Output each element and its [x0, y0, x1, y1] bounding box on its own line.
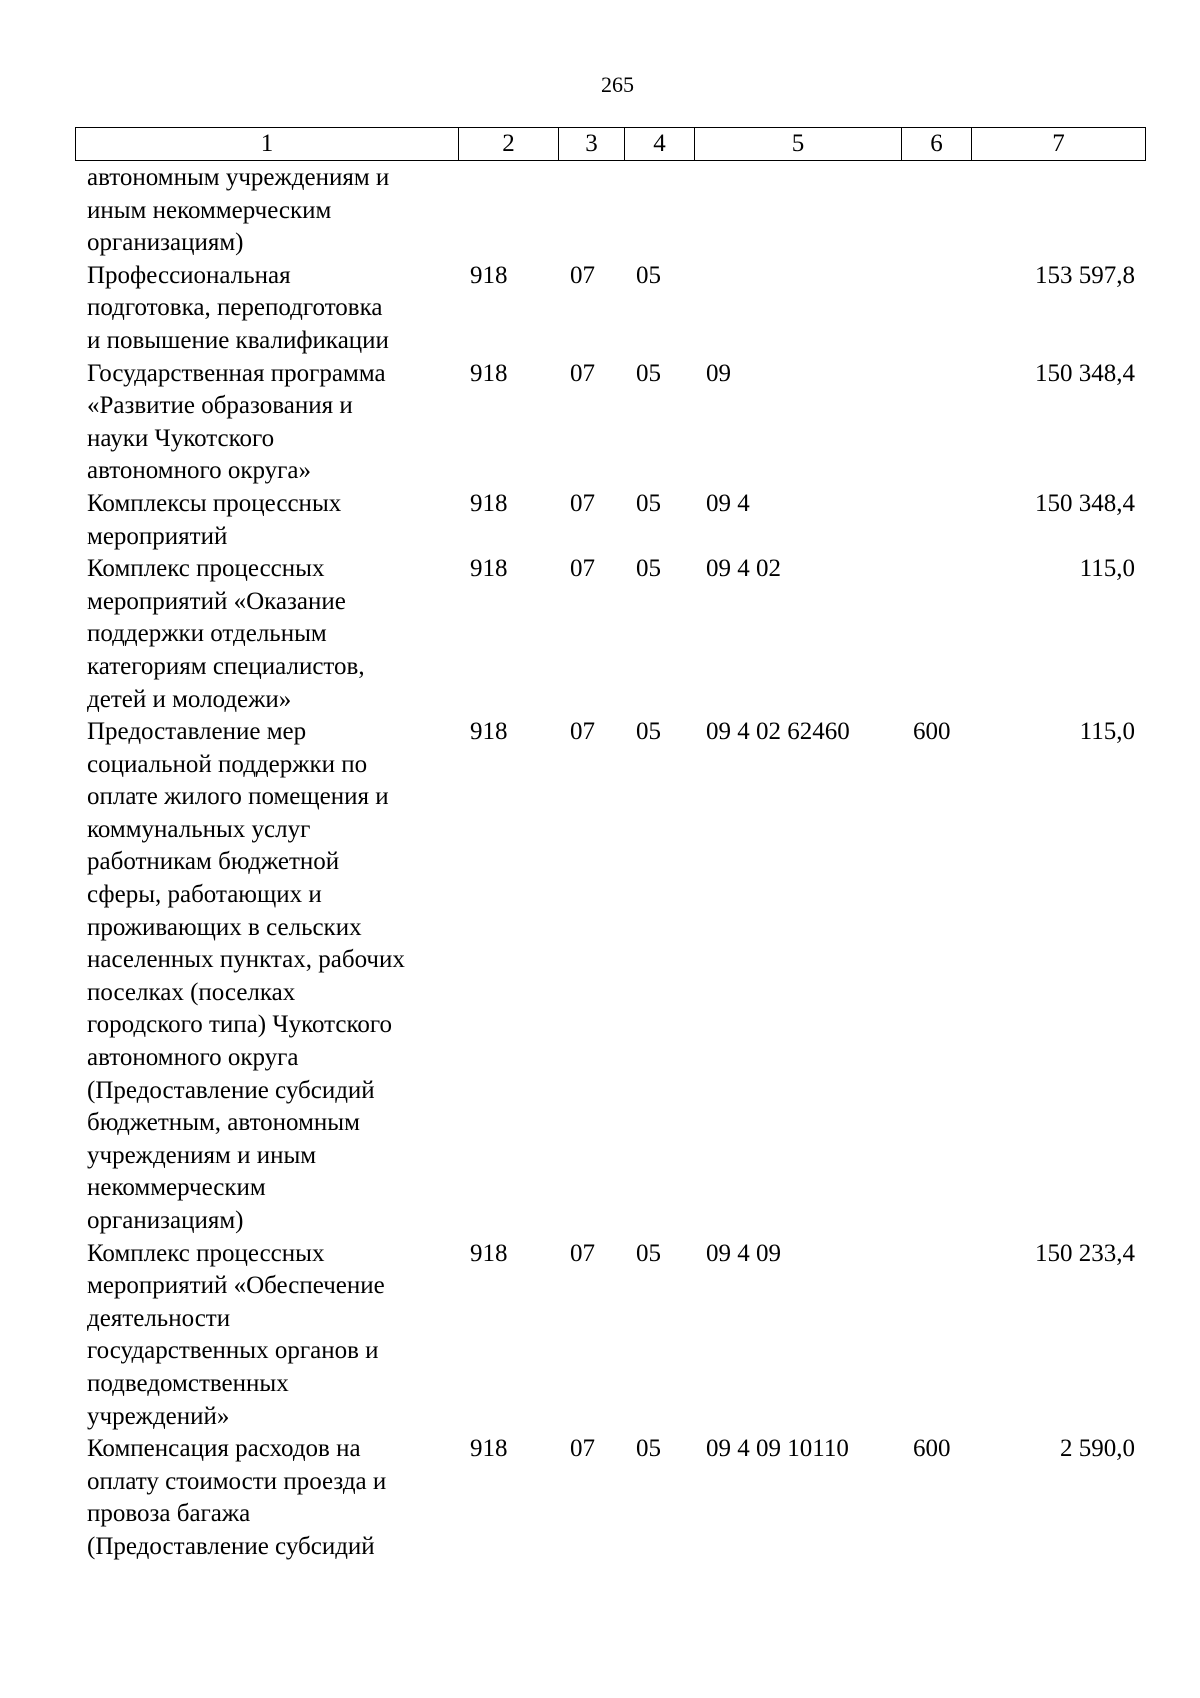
row-col-4: 05 — [636, 1435, 661, 1463]
column-header-3: 3 — [559, 128, 625, 161]
row-col-4: 05 — [636, 261, 661, 289]
row-col-2: 918 — [470, 261, 508, 289]
row-col-2: 918 — [470, 718, 508, 746]
row-col-4: 05 — [636, 489, 661, 517]
row-col-7: 153 597,8 — [1035, 261, 1135, 289]
row-col-7: 150 348,4 — [1035, 489, 1135, 517]
row-name: Компенсация расходов на оплату стоимости проезда и провоза багажа (Предоставление субсидий — [87, 1435, 387, 1560]
row-col-5: 09 4 02 62460 — [706, 718, 850, 746]
row-col-3: 07 — [570, 555, 595, 583]
table-row — [75, 488, 1145, 553]
column-header-4: 4 — [625, 128, 695, 161]
row-col-5 — [694, 162, 901, 260]
row-col-2 — [458, 162, 558, 260]
row-col-6 — [901, 1238, 971, 1434]
row-col-4: 05 — [636, 718, 661, 746]
row-col-3: 07 — [570, 718, 595, 746]
row-col-4 — [624, 162, 694, 260]
row-col-7: 115,0 — [1079, 555, 1135, 583]
row-name: Комплекс процессных мероприятий «Обеспечение деятельности государственных органов и подведомственных учреждений» — [87, 1239, 385, 1430]
row-name: Государственная программа «Развитие образования и науки Чукотского автономного округа» — [87, 359, 386, 485]
row-col-4: 05 — [636, 555, 661, 583]
row-name: автономным учреждениям и иным некоммерческим организациям) — [87, 164, 390, 257]
row-col-3: 07 — [570, 1239, 595, 1267]
row-col-4: 05 — [636, 1239, 661, 1267]
row-col-5: 09 4 09 — [706, 1239, 781, 1267]
row-col-6 — [901, 260, 971, 358]
row-col-3: 07 — [570, 489, 595, 517]
table-row — [75, 162, 1145, 260]
row-name: Предоставление мер социальной поддержки по оплате жилого помещения и коммунальных услуг работникам бюджетной сферы, работающих и проживающих в сельских населенных пунктах, рабочих поселках (поселках городского типа) Чукотского автономного округа (Предоставление субсидий бюджетным, автономным учреждениям и иным некоммерческим организациям) — [87, 718, 405, 1234]
row-col-7: 150 233,4 — [1035, 1239, 1135, 1267]
row-col-6 — [901, 358, 971, 488]
row-col-7: 115,0 — [1079, 718, 1135, 746]
table-row — [75, 260, 1145, 358]
table-header — [75, 127, 1146, 161]
table-row — [75, 1238, 1145, 1434]
row-col-5: 09 — [706, 359, 731, 387]
row-col-6 — [901, 162, 971, 260]
row-col-6 — [901, 553, 971, 716]
table-row — [75, 358, 1145, 488]
row-col-2: 918 — [470, 1239, 508, 1267]
row-col-5: 09 4 — [706, 489, 750, 517]
row-col-5: 09 4 02 — [706, 555, 781, 583]
row-col-7: 2 590,0 — [1060, 1435, 1135, 1463]
row-col-2: 918 — [470, 359, 508, 387]
page-number: 265 — [601, 72, 634, 97]
row-col-6: 600 — [913, 718, 951, 746]
row-col-3: 07 — [570, 1435, 595, 1463]
row-col-7: 150 348,4 — [1035, 359, 1135, 387]
table-row — [75, 1433, 1145, 1563]
row-col-2: 918 — [470, 555, 508, 583]
row-col-2: 918 — [470, 1435, 508, 1463]
table-body — [75, 162, 1145, 1564]
row-name: Комплексы процессных мероприятий — [87, 489, 342, 550]
column-header-5: 5 — [695, 128, 902, 161]
row-col-6 — [901, 488, 971, 553]
row-col-7 — [971, 162, 1145, 260]
column-header-6: 6 — [902, 128, 972, 161]
column-header-2: 2 — [459, 128, 559, 161]
row-col-6: 600 — [913, 1435, 951, 1463]
table-row — [75, 553, 1145, 716]
row-col-5 — [694, 260, 901, 358]
row-name: Комплекс процессных мероприятий «Оказание поддержки отдельным категориям специалистов, детей и молодежи» — [87, 555, 365, 713]
column-header-1: 1 — [76, 128, 459, 161]
row-col-3: 07 — [570, 261, 595, 289]
column-header-7: 7 — [972, 128, 1146, 161]
row-col-4: 05 — [636, 359, 661, 387]
row-col-5: 09 4 09 10110 — [706, 1435, 849, 1463]
row-col-3 — [558, 162, 624, 260]
row-name: Профессиональная подготовка, переподготовка и повышение квалификации — [87, 261, 389, 354]
row-col-3: 07 — [570, 359, 595, 387]
table-row — [75, 716, 1145, 1238]
row-col-2: 918 — [470, 489, 508, 517]
